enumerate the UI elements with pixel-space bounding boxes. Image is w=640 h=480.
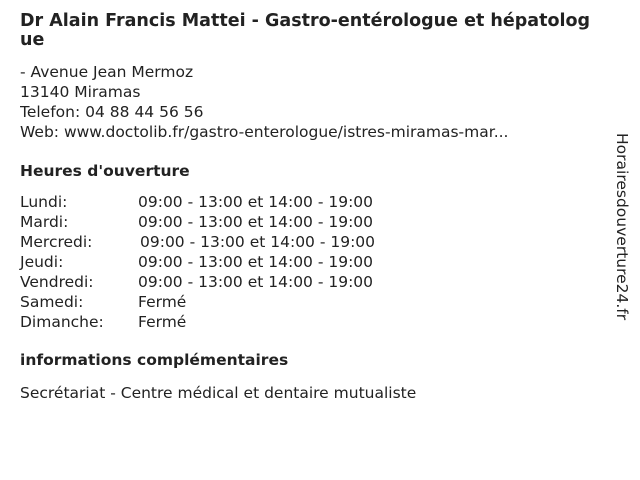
practitioner-name: Dr Alain Francis Mattei - Gastro-entérologue et hépatologue xyxy=(20,11,591,50)
day-label: Lundi: xyxy=(20,193,68,211)
day-label: Mardi: xyxy=(20,213,69,231)
phone-label: Telefon: xyxy=(20,103,81,121)
phone-row xyxy=(20,102,606,122)
day-hours: 09:00 - 13:00 et 14:00 - 19:00 xyxy=(138,213,374,231)
day-label: Samedi: xyxy=(20,293,84,311)
day-hours: 09:00 - 13:00 et 14:00 - 19:00 xyxy=(140,233,376,251)
address-block xyxy=(20,62,606,142)
hours-row-saturday xyxy=(20,292,606,312)
day-label: Mercredi: xyxy=(20,233,93,251)
web-link[interactable]: www.doctolib.fr/gastro-enterologue/istres-miramas-mar... xyxy=(63,123,509,141)
city-postal: 13140 Miramas xyxy=(20,83,141,101)
site-watermark: Horairesdouverture24.fr xyxy=(613,133,631,321)
day-hours: 09:00 - 13:00 et 14:00 - 19:00 xyxy=(138,273,374,291)
opening-hours-table xyxy=(20,192,606,332)
business-card xyxy=(20,0,606,403)
additional-info-text: Secrétariat - Centre médical et dentaire mutualiste xyxy=(20,384,417,402)
day-hours: Fermé xyxy=(138,293,187,311)
web-label: Web: xyxy=(20,123,60,141)
phone-number[interactable]: 04 88 44 56 56 xyxy=(85,103,204,121)
hours-row-wednesday xyxy=(20,232,606,252)
hours-row-tuesday xyxy=(20,212,606,232)
opening-hours-heading: Heures d'ouverture xyxy=(20,162,190,180)
day-hours: Fermé xyxy=(138,313,187,331)
street-address: - Avenue Jean Mermoz xyxy=(20,63,194,81)
web-row xyxy=(20,122,606,142)
day-hours: 09:00 - 13:00 et 14:00 - 19:00 xyxy=(138,253,374,271)
hours-row-friday xyxy=(20,272,606,292)
hours-row-thursday xyxy=(20,252,606,272)
day-label: Vendredi: xyxy=(20,273,94,291)
hours-row-monday xyxy=(20,192,606,212)
day-hours: 09:00 - 13:00 et 14:00 - 19:00 xyxy=(138,193,374,211)
day-label: Dimanche: xyxy=(20,313,104,331)
additional-info-heading: informations complémentaires xyxy=(20,351,289,369)
hours-row-sunday xyxy=(20,312,606,332)
day-label: Jeudi: xyxy=(20,253,64,271)
